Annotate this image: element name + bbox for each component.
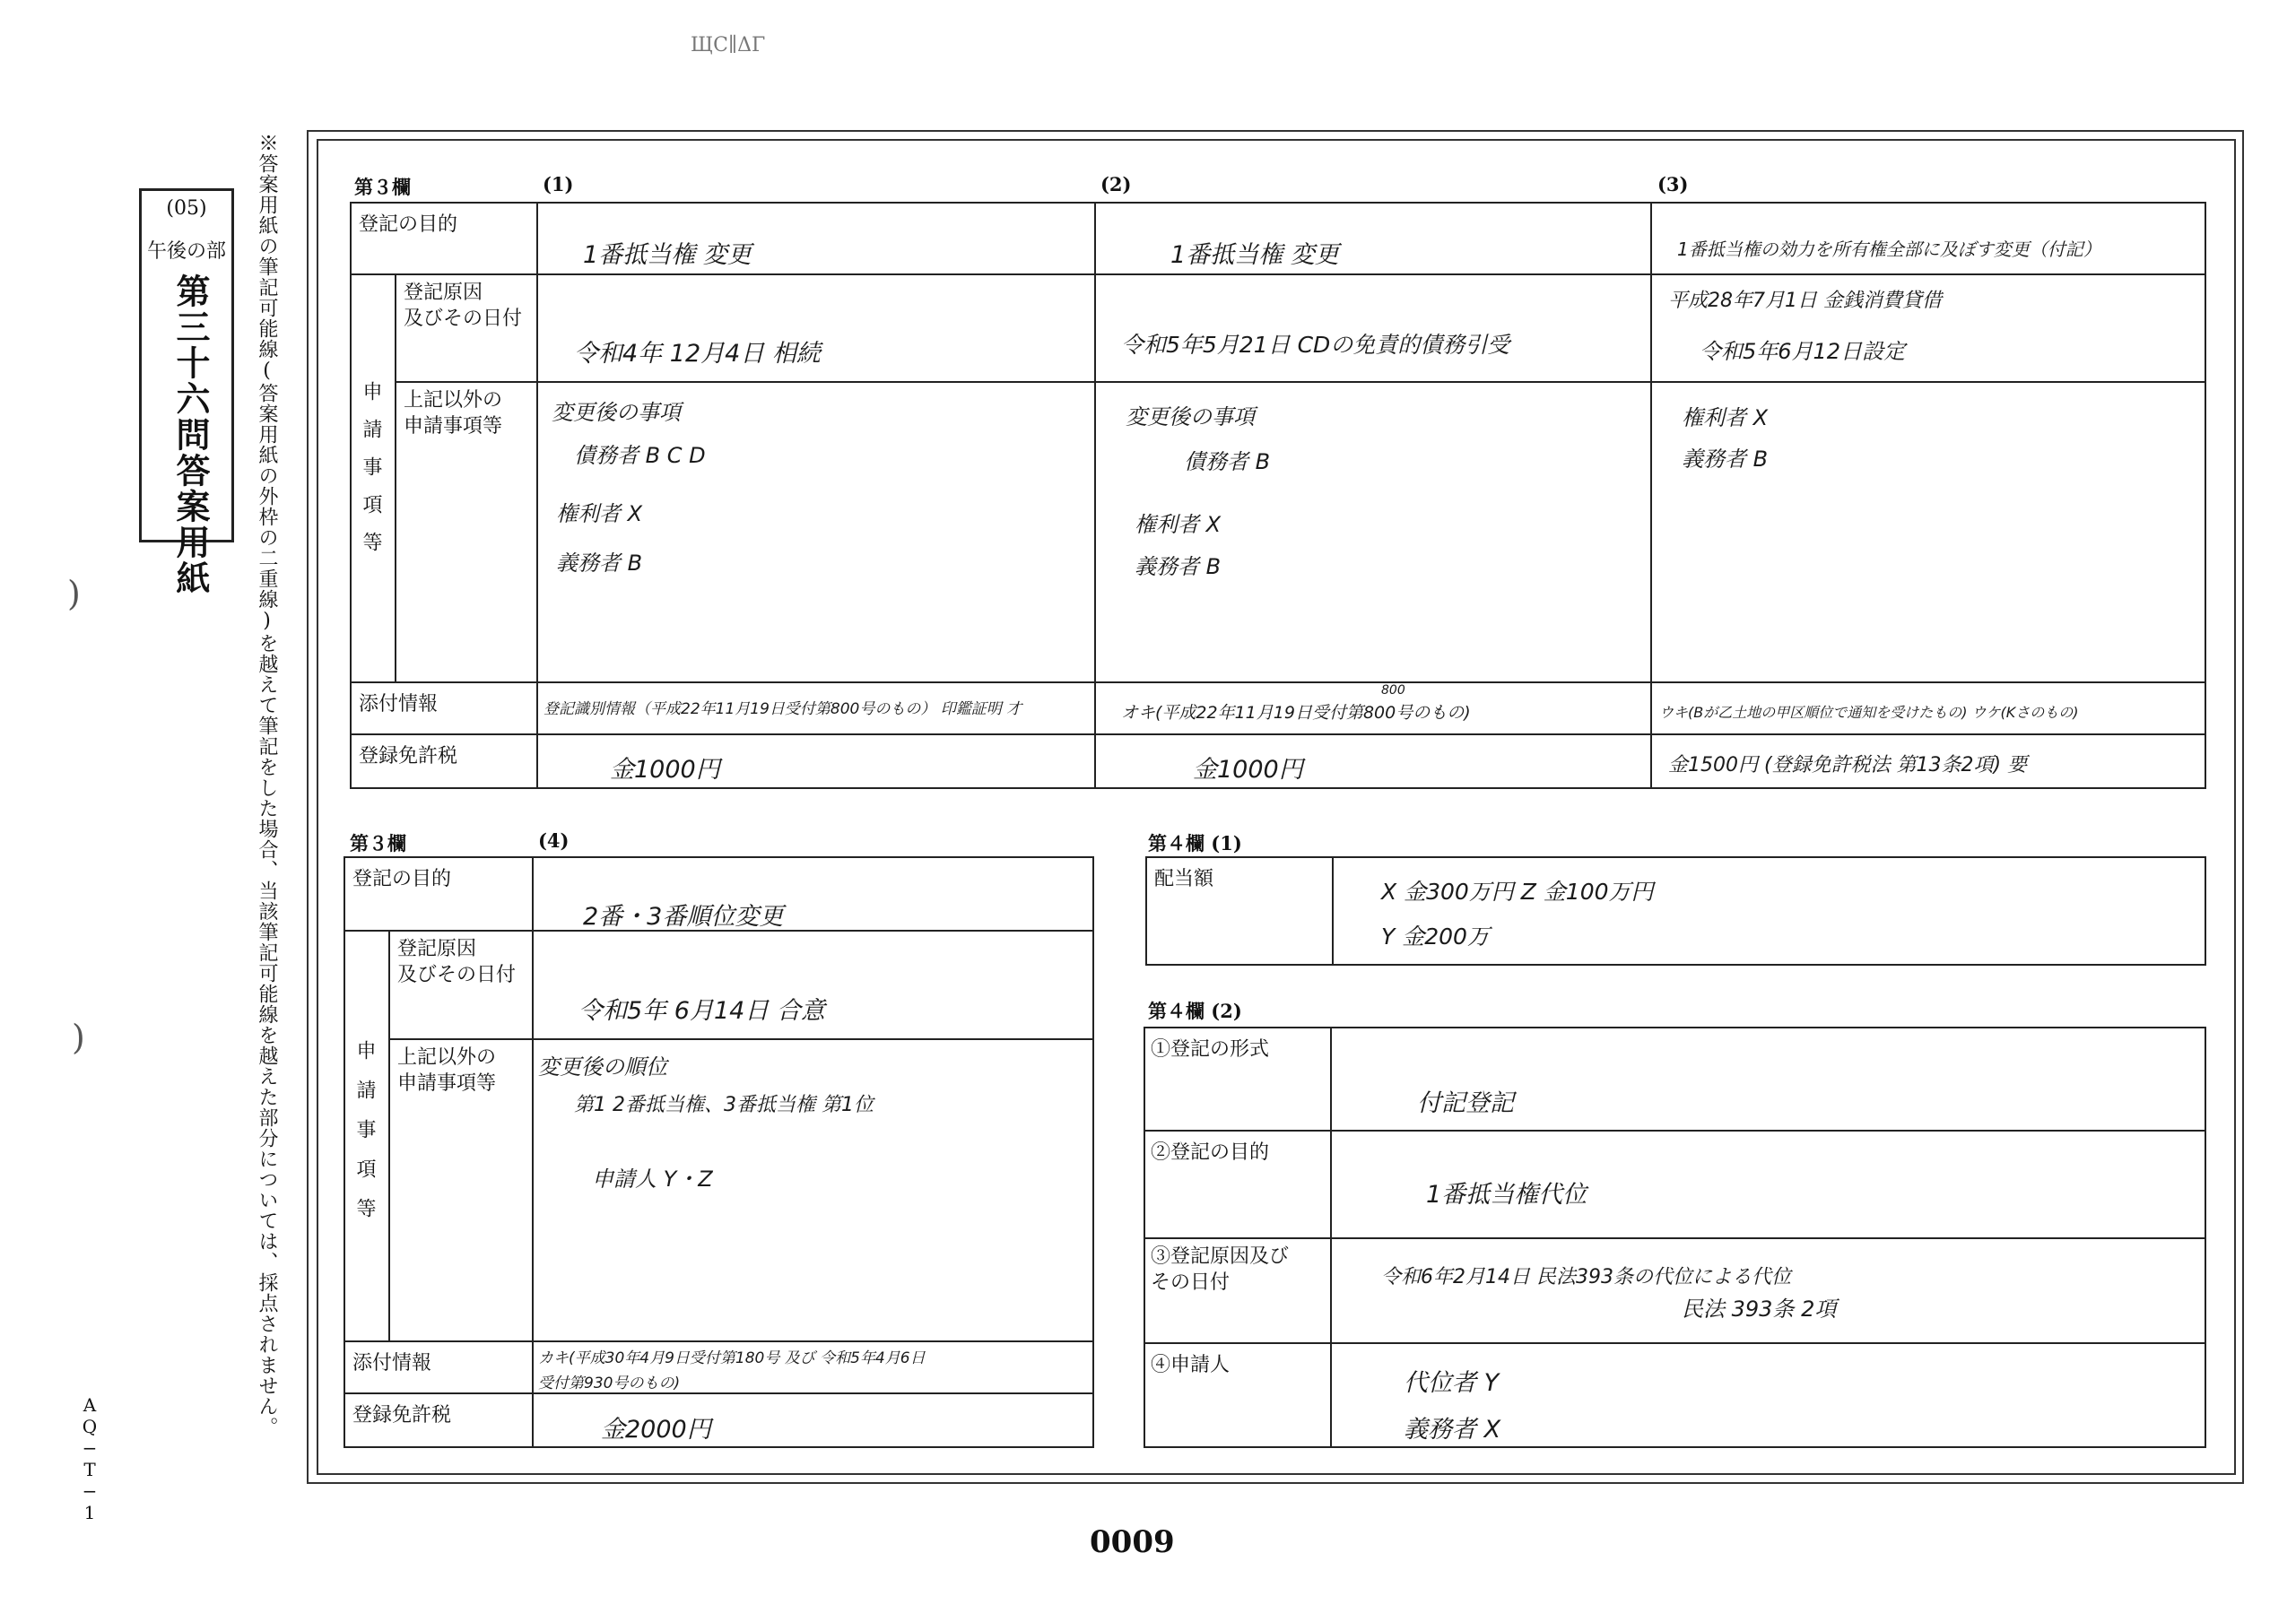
c3-cause2: 令和5年6月12日設定	[1700, 339, 1906, 364]
c3-other1: 権利者 X	[1682, 405, 1769, 430]
row-label-cause: 登記原因 及びその日付	[397, 938, 517, 986]
c3-other2: 義務者 B	[1682, 447, 1769, 472]
c1-purpose: 1番抵当権 変更	[583, 241, 752, 269]
c4-other1: 変更後の順位	[538, 1054, 667, 1080]
col3b-sub: (4)	[538, 829, 570, 852]
c4b-v4a: 代位者 Y	[1404, 1369, 1500, 1397]
col3a-sub2: (2)	[1100, 173, 1132, 195]
margin-mark-2: )	[72, 1018, 85, 1057]
side-code-bottom: AQ−T−1	[79, 1394, 100, 1523]
divider	[532, 856, 534, 1448]
c2-other2: 債務者 B	[1184, 449, 1271, 474]
c4-cause: 令和5年 6月14日 合意	[578, 997, 825, 1025]
side-code: (05)	[166, 197, 207, 220]
dividend-line2: Y 金200万	[1381, 924, 1490, 950]
c1-other3: 権利者 X	[556, 501, 643, 526]
divider	[395, 381, 2206, 383]
col4a-table	[1145, 856, 2206, 966]
row-label-cause: 登記原因 及びその日付	[404, 282, 523, 330]
c4b-v2: 1番抵当権代位	[1426, 1181, 1587, 1209]
row-label-tax: 登録免許税	[352, 1404, 452, 1427]
c1-cause: 令和4年 12月4日 相続	[574, 340, 821, 368]
row-label-attach: 添付情報	[359, 693, 439, 716]
c2-other3: 権利者 X	[1135, 512, 1222, 537]
row-label-form: ①登記の形式	[1151, 1038, 1270, 1061]
col4a-header: 第４欄 (1)	[1148, 832, 1242, 854]
c4b-v4b: 義務者 X	[1404, 1416, 1501, 1444]
divider	[395, 273, 396, 681]
side-title: 第三十六問答案用紙	[170, 273, 211, 596]
c4b-v3a: 令和6年2月14日 民法393条の代位による代位	[1381, 1266, 1791, 1288]
c2-other1: 変更後の事項	[1126, 404, 1255, 429]
row-label-dividend: 配当額	[1154, 868, 1214, 890]
divider	[1144, 1342, 2206, 1344]
c2-other4: 義務者 B	[1135, 554, 1222, 579]
dividend-line1: X 金300万円 Z 金100万円	[1381, 879, 1654, 905]
c4-tax: 金2000円	[601, 1416, 711, 1444]
c4-other3: 申請人 Y・Z	[592, 1167, 713, 1192]
divider	[1332, 856, 1334, 966]
col3a-header: 第３欄	[354, 176, 411, 198]
c3-attach: ウキ(Bが乙土地の甲区順位で通知を受けたもの) ウケ(Kさのもの)	[1659, 704, 2079, 721]
row-group-label: 申請事項等	[353, 1040, 376, 1237]
c4-attach1: カキ(平成30年4月9日受付第180号 及び 令和5年4月6日	[538, 1349, 926, 1367]
divider	[536, 202, 538, 789]
divider	[344, 1340, 1094, 1342]
row-label-applicant: ④申請人	[1151, 1354, 1231, 1376]
top-header-mark: ЩС∥ΔΓ	[691, 34, 766, 56]
divider	[350, 733, 2206, 735]
divider	[1144, 1130, 2206, 1132]
c4b-v3b: 民法 393条 2項	[1682, 1297, 1837, 1322]
divider	[1094, 202, 1096, 789]
c2-purpose: 1番抵当権 変更	[1170, 241, 1339, 269]
col3a-sub1: (1)	[543, 173, 574, 195]
divider	[350, 681, 2206, 683]
col4b-header: 第４欄 (2)	[1148, 1000, 1242, 1022]
c2-tax: 金1000円	[1193, 756, 1303, 784]
divider	[1650, 202, 1652, 789]
c4-purpose: 2番・3番順位変更	[583, 903, 784, 931]
col3a-sub3: (3)	[1657, 173, 1689, 195]
side-sub: 午後の部	[146, 240, 226, 263]
c1-other2: 債務者 B C D	[574, 443, 706, 468]
divider	[388, 1038, 1094, 1040]
c4-attach2: 受付第930号のもの)	[538, 1375, 681, 1392]
divider	[1144, 1237, 2206, 1239]
c1-other1: 変更後の事項	[552, 400, 681, 425]
c3-cause1: 平成28年7月1日 金銭消費貸借	[1668, 290, 1942, 312]
divider	[388, 930, 390, 1340]
page-number: 0009	[1090, 1524, 1175, 1560]
c4b-v1: 付記登記	[1417, 1089, 1514, 1117]
c2-attach-num: 800	[1381, 683, 1405, 698]
divider	[344, 1392, 1094, 1394]
divider	[350, 273, 2206, 275]
row-label-purpose: 登記の目的	[359, 213, 458, 236]
row-label-tax: 登録免許税	[359, 745, 458, 768]
row-group-label: 申請事項等	[360, 381, 382, 569]
row-label-attach: 添付情報	[352, 1352, 432, 1375]
margin-mark-1: )	[67, 574, 81, 613]
c2-cause: 令和5年5月21日 CDの免責的債務引受	[1121, 332, 1510, 358]
side-note: ※答案用紙の筆記可能線(答案用紙の外枠の二重線)を越えて筆記をした場合、当該筆記可能線を越えた部分については、採点されません。	[256, 133, 278, 1437]
col3b-header: 第３欄	[350, 832, 406, 854]
c3-tax: 金1500円 (登録免許税法 第13条2項) 要	[1668, 754, 2028, 776]
c1-attach: 登記識別情報（平成22年11月19日受付第800号のもの） 印鑑証明 才	[544, 700, 1022, 718]
row-label-other: 上記以外の 申請事項等	[397, 1046, 497, 1095]
c1-other4: 義務者 B	[556, 551, 643, 576]
row-label-other: 上記以外の 申請事項等	[404, 389, 503, 438]
row-label-purpose: 登記の目的	[352, 868, 452, 890]
row-label-cause: ③登記原因及び その日付	[1151, 1245, 1290, 1294]
c3-purpose: 1番抵当権の効力を所有権全部に及ぼす変更（付記）	[1677, 239, 2101, 260]
row-label-purpose: ②登記の目的	[1151, 1141, 1270, 1164]
c1-tax: 金1000円	[610, 756, 720, 784]
c4-other2: 第1 2番抵当権、3番抵当権 第1位	[574, 1094, 874, 1116]
c2-attach: オキ(平成22年11月19日受付第800号のもの)	[1121, 703, 1471, 723]
